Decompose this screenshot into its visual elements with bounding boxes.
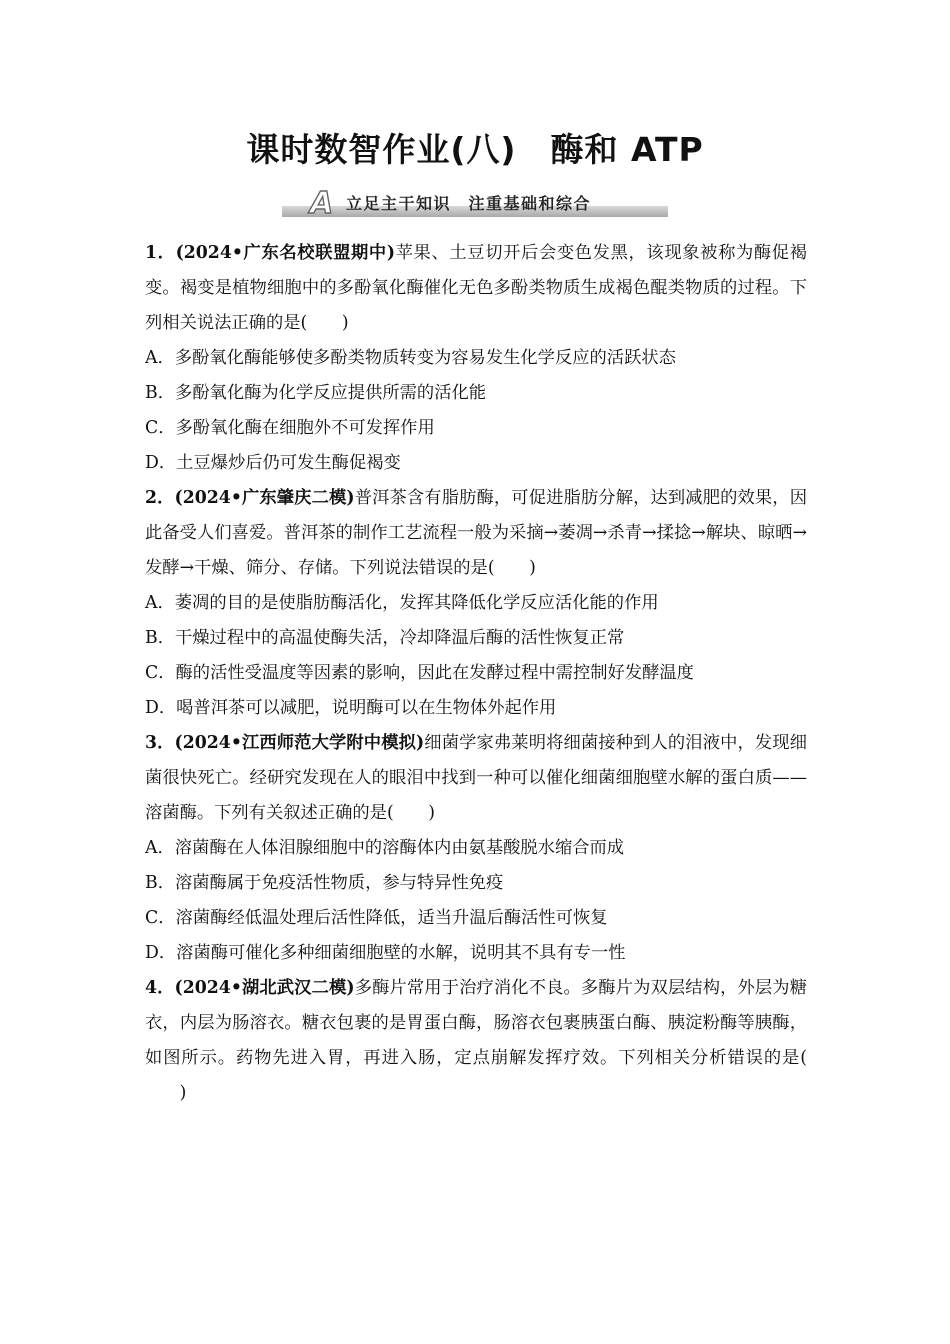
- answer-blank-close: ): [428, 803, 436, 823]
- option-a: A．溶菌酶在人体泪腺细胞中的溶酶体内由氨基酸脱水缩合而成: [145, 838, 625, 858]
- option-b: B．溶菌酶属于免疫活性物质，参与特异性免疫: [145, 873, 504, 893]
- option-c: C．溶菌酶经低温处理后活性降低，适当升温后酶活性可恢复: [145, 908, 608, 928]
- option-c: C．酶的活性受温度等因素的影响，因此在发酵过程中需控制好发酵温度: [145, 663, 694, 683]
- option-b: B．多酚氧化酶为化学反应提供所需的活化能: [145, 383, 487, 403]
- question-4: [145, 971, 807, 1111]
- question-stem: [145, 481, 807, 586]
- option-d: D．喝普洱茶可以减肥，说明酶可以在生物体外起作用: [145, 698, 557, 718]
- question-text: 多酶片常用于治疗消化不良。多酶片为双层结构，外层为糖衣，内层为肠溶衣。糖衣包裹的是胃蛋白酶，肠溶衣包裹胰蛋白酶、胰淀粉酶等胰酶，如图所示。药物先进入胃，再进入肠，定点崩解发挥疗效。下列相关分析错误的是(: [145, 978, 807, 1068]
- question-source: (2024•江西师范大学附中模拟): [174, 733, 425, 753]
- question-number: 2．: [145, 488, 175, 508]
- banner-text: 立足主干知识 注重基础和综合: [346, 194, 592, 213]
- question-text: 苹果、土豆切开后会变色发黑，该现象被称为酶促褐变。褐变是植物细胞中的多酚氧化酶催化无色多酚类物质生成褐色醌类物质的过程。下列相关说法正确的是(: [145, 243, 807, 333]
- question-number: 3．: [145, 733, 175, 753]
- question-list: [145, 236, 807, 1111]
- option-c: C．多酚氧化酶在细胞外不可发挥作用: [145, 418, 435, 438]
- question-number: 1．: [145, 243, 176, 263]
- question-stem: [145, 726, 807, 831]
- question-source: (2024•广东名校联盟期中): [175, 243, 396, 263]
- question-1: [145, 236, 807, 481]
- option-a: A．多酚氧化酶能够使多酚类物质转变为容易发生化学反应的活跃状态: [145, 348, 676, 368]
- option-d: D．溶菌酶可催化多种细菌细胞壁的水解，说明其不具有专一性: [145, 943, 626, 963]
- question-text: 细菌学家弗莱明将细菌接种到人的泪液中，发现细菌很快死亡。经研究发现在人的眼泪中找到一种可以催化细菌细胞壁水解的蛋白质——溶菌酶。下列有关叙述正确的是(: [145, 733, 807, 823]
- question-2: [145, 481, 807, 726]
- option-b: B．干燥过程中的高温使酶失活，冷却降温后酶的活性恢复正常: [145, 628, 625, 648]
- answer-blank-close: ): [341, 313, 349, 333]
- question-stem: [145, 971, 807, 1111]
- answer-blank-close: ): [529, 558, 536, 578]
- section-banner: [282, 186, 668, 222]
- question-source: (2024•广东肇庆二模): [174, 488, 355, 508]
- question-source: (2024•湖北武汉二模): [174, 978, 355, 998]
- question-number: 4．: [145, 978, 175, 998]
- option-a: A．萎凋的目的是使脂肪酶活化，发挥其降低化学反应活化能的作用: [145, 593, 659, 613]
- option-d: D．土豆爆炒后仍可发生酶促褐变: [145, 453, 401, 473]
- page-title: 课时数智作业(八) 酶和 ATP: [246, 130, 704, 169]
- question-stem: [145, 236, 807, 341]
- question-3: [145, 726, 807, 971]
- question-text: 普洱茶含有脂肪酶，可促进脂肪分解，达到减肥的效果，因此备受人们喜爱。普洱茶的制作工艺流程一般为采摘→萎凋→杀青→揉捻→解块、晾晒→发酵→干燥、筛分、存储。下列说法错误的是(: [145, 488, 807, 578]
- banner-letter-icon: A: [310, 186, 334, 221]
- answer-blank-close: ): [179, 1083, 187, 1103]
